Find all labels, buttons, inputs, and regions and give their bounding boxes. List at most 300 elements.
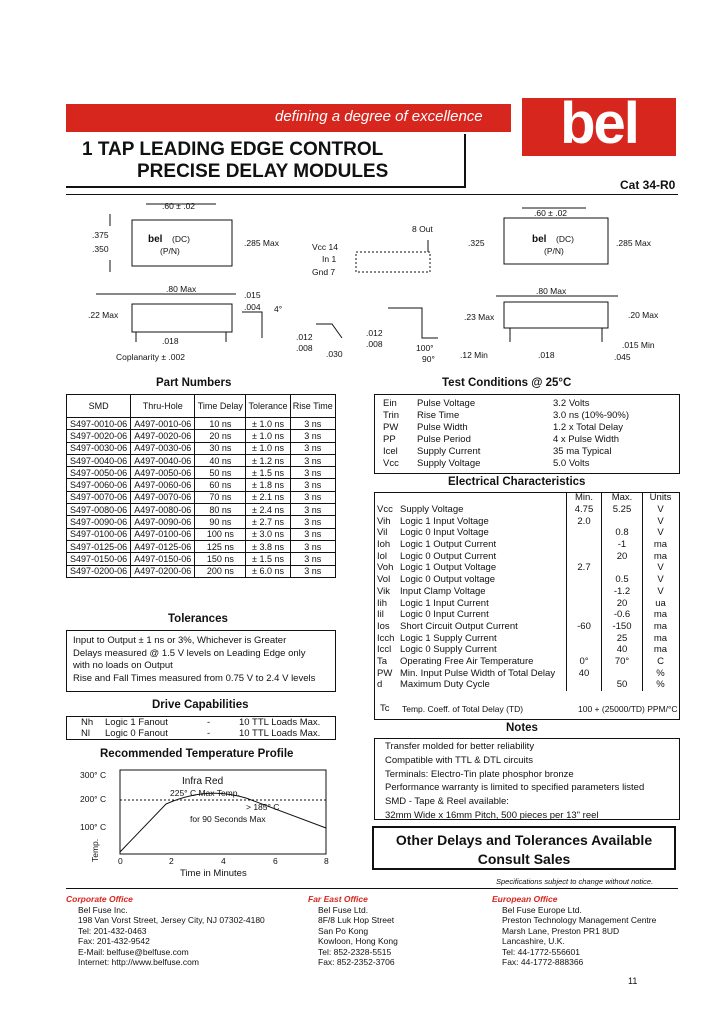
electrical-cell: -0.6 [602,609,643,621]
electrical-cell: ua [643,597,679,609]
electrical-cell: Maximum Duty Cycle [400,679,490,691]
test-condition-cell: Trin [383,409,400,421]
drive-value: 10 TTL Loads Max. [239,728,321,739]
y-tick-300: 300° C [80,770,107,780]
y-axis-label: Temp. [90,838,100,862]
footer-corporate [66,894,286,968]
part-cell: 80 ns [195,504,246,516]
drive-dash: - [207,717,211,728]
part-cell: 3 ns [290,553,335,565]
lead-profile-1 [242,312,262,338]
electrical-cell: Iih [377,597,388,609]
electrical-cell: Logic 0 Output Current [400,550,497,562]
electrical-cell [567,539,602,551]
corporate-line: 198 Van Vorst Street, Jersey City, NJ 07302-4180 [78,915,265,925]
sch-gnd: Gnd 7 [312,267,336,277]
other-line-2: Consult Sales [477,851,571,867]
right-width-dim: .60 ± .02 [534,208,568,218]
right-h1: .325 [468,238,485,248]
electrical-row [374,597,678,609]
dim-008a: .008 [296,343,313,353]
note-line: Terminals: Electro-Tin plate phosphor bronze [385,768,574,780]
part-cell: ± 2.1 ns [246,491,290,503]
part-cell: 3 ns [290,454,335,466]
left-dc: (DC) [172,234,190,244]
part-cell: 40 ns [195,454,246,466]
other-line-1: Other Delays and Tolerances Available [395,832,653,848]
electrical-cell: Logic 1 Input Current [400,597,489,609]
electrical-cell: V [643,562,679,574]
electrical-cell [567,586,602,598]
part-row [67,553,336,565]
part-row [67,430,336,442]
electrical-cell: Ta [377,655,388,667]
electrical-cell: Ios [377,620,390,632]
col-rise-time: Rise Time [290,395,335,418]
drive-box [66,716,336,740]
electrical-cell: Iccl [377,644,392,656]
right-pitch: .018 [538,350,555,360]
test-condition-row [383,457,629,469]
electrical-cell: V [643,574,679,586]
part-cell: ± 1.2 ns [246,454,290,466]
col-thru-hole: Thru-Hole [131,395,195,418]
part-row [67,528,336,540]
part-cell: A497-0200-06 [131,565,195,577]
test-condition-cell: Rise Time [417,409,460,421]
electrical-cell: Min. Input Pulse Width of Total Delay [400,667,556,679]
electrical-cell: -60 [567,621,602,633]
test-condition-cell: 1.2 x Total Delay [553,421,624,433]
part-cell: S497-0040-06 [67,454,131,466]
test-condition-cell: Pulse Voltage [417,397,476,409]
annotation-185: > 185° C [246,802,280,812]
tc-description: Temp. Coeff. of Total Delay (TD) [402,704,524,714]
note-line: Performance warranty is limited to specified parameters listed [385,782,645,794]
fareast-line: Fax: 852-2352-3706 [318,957,395,967]
drive-sym: Nl [81,728,90,739]
electrical-cell: V [643,586,679,598]
part-cell: A497-0030-06 [131,442,195,454]
title-line-2: PRECISE DELAY MODULES [137,161,389,182]
corporate-line: Fax: 201-432-9542 [78,936,150,946]
electrical-cell [602,667,643,679]
part-cell: ± 1.8 ns [246,479,290,491]
col-tolerance: Tolerance [246,395,290,418]
test-condition-cell: 3.0 ns (10%-90%) [553,409,630,421]
tolerances-title: Tolerances [168,613,228,625]
electrical-cell [567,527,602,539]
test-condition-row [383,409,629,421]
electrical-cell: -1.2 [602,586,643,598]
fareast-line: Tel: 852-2328-5515 [318,946,392,957]
part-cell: ± 2.4 ns [246,504,290,516]
fareast-line: Bel Fuse Ltd. [318,904,369,915]
electrical-row [374,679,678,691]
part-cell: ± 1.5 ns [246,553,290,565]
lead-profile-2 [316,324,342,338]
test-conditions-table [383,397,629,469]
right-min-h: .12 Min [460,350,488,360]
left-h1: .375 [92,230,109,240]
part-cell: S497-0010-06 [67,418,131,430]
part-row [67,540,336,552]
part-cell: S497-0030-06 [67,442,131,454]
electrical-cell: ma [643,632,679,644]
electrical-cell [567,550,602,562]
drive-dash: - [207,728,211,739]
electrical-cell: Logic 1 Input Voltage [400,515,489,527]
test-condition-row [383,421,629,433]
european-line: Tel: 44-1772-556601 [502,946,580,957]
sch-vcc: Vcc 14 [312,242,338,252]
series-label: Infra Red [182,776,224,787]
test-condition-cell: 3.2 Volts [553,397,590,409]
left-body-side-view [132,304,232,332]
footer-fareast [308,894,458,968]
left-pn: (P/N) [160,246,180,256]
electrical-cell [567,632,602,644]
notes-box [374,738,680,820]
part-cell: A497-0010-06 [131,418,195,430]
right-body-side-view [504,302,608,328]
electrical-cell: V [643,527,679,539]
electrical-cell: Iil [377,609,384,621]
part-cell: A497-0150-06 [131,553,195,565]
right-dc: (DC) [556,234,574,244]
part-row [67,491,336,503]
note-line: Compatible with TTL & DTL circuits [385,754,533,766]
part-cell: ± 3.8 ns [246,540,290,552]
part-cell: ± 1.0 ns [246,430,290,442]
test-condition-cell: Ein [383,397,397,409]
left-length-max: .80 Max [166,284,197,294]
part-cell: 3 ns [290,467,335,479]
electrical-cell: 40 [602,644,643,656]
part-cell: 3 ns [290,504,335,516]
part-cell: 3 ns [290,516,335,528]
footer-rule [66,888,678,889]
tolerance-line: Rise and Fall Times measured from 0.75 V to 2.4 V levels [73,672,316,684]
european-line: Fax: 44-1772-888366 [502,957,584,967]
test-condition-cell: Vcc [383,457,399,469]
electrical-cell: Icch [377,632,395,644]
electrical-cell: Short Circuit Output Current [400,620,518,632]
dim-012b: .012 [366,328,383,338]
part-cell: ± 6.0 ns [246,565,290,577]
electrical-row [374,586,678,598]
electrical-table [374,492,678,691]
fareast-line: San Po Kong [318,925,369,936]
electrical-cell: 20 [602,597,643,609]
test-conditions-title: Test Conditions @ 25°C [442,377,572,389]
part-cell: A497-0090-06 [131,516,195,528]
electrical-cell: Logic 0 Supply Current [400,644,497,656]
electrical-cell: ma [643,621,679,633]
part-row [67,454,336,466]
left-width-dim: .60 ± .02 [162,201,196,211]
page-number: 11 [628,976,638,986]
electrical-cell [602,562,643,574]
electrical-cell: Vih [377,515,391,527]
tagline: defining a degree of excellence [275,108,483,125]
electrical-cell: Voh [377,562,394,574]
electrical-cell: 0.8 [602,527,643,539]
tolerances-box [66,630,336,692]
part-row [67,467,336,479]
electrical-row [374,562,678,574]
electrical-cell: -1 [602,539,643,551]
electrical-cell: 4.75 [567,504,602,516]
note-line: SMD - Tape & Reel available: [385,796,509,808]
x-tick-6: 6 [273,856,278,866]
left-height-max: .285 Max [244,238,279,248]
part-cell: ± 1.5 ns [246,467,290,479]
electrical-row [374,621,678,633]
sch-out: 8 Out [412,224,433,234]
right-045: .045 [614,352,631,362]
electrical-cell [567,597,602,609]
part-cell: S497-0080-06 [67,504,131,516]
electrical-row [374,656,678,668]
electrical-row [374,574,678,586]
notes-title: Notes [506,722,538,734]
electrical-cell: Vcc [377,504,393,516]
european-line: Preston Technology Management Centre [502,915,657,925]
part-cell: 3 ns [290,528,335,540]
right-pin-h: .23 Max [464,312,495,322]
electrical-cell: Logic 0 Output voltage [400,574,496,586]
part-cell: 200 ns [195,565,246,577]
note-line: Transfer molded for better reliability [385,741,535,752]
left-h2: .350 [92,244,109,254]
test-condition-cell: Supply Voltage [417,457,481,469]
electrical-row [374,667,678,679]
part-cell: 10 ns [195,418,246,430]
right-brand: bel [532,234,547,245]
right-length-max: .80 Max [536,286,567,296]
test-condition-cell: 5.0 Volts [553,457,590,469]
mechanical-drawing [66,196,678,374]
european-line: Marsh Lane, Preston PR1 8UD [502,925,620,936]
fareast-line: 8F/8 Luk Hop Street [318,915,395,925]
electrical-cell: % [643,679,679,691]
dim-012a: .012 [296,332,313,342]
part-cell: A497-0125-06 [131,540,195,552]
drive-title: Drive Capabilities [152,699,249,711]
european-line: Bel Fuse Europe Ltd. [502,904,582,915]
fareast-heading: Far East Office [308,894,368,904]
ec-header-max: Max. [602,492,643,504]
electrical-cell: ma [643,644,679,656]
part-cell: A497-0100-06 [131,528,195,540]
part-cell: S497-0090-06 [67,516,131,528]
drive-value: 10 TTL Loads Max. [239,717,321,728]
drive-desc: Logic 0 Fanout [105,728,168,739]
x-axis-label: Time in Minutes [180,868,247,879]
electrical-cell: % [643,667,679,679]
electrical-cell: V [643,515,679,527]
sch-in: In 1 [322,254,337,264]
corporate-line: Tel: 201-432-0463 [78,925,147,936]
part-cell: 3 ns [290,442,335,454]
part-cell: 3 ns [290,565,335,577]
part-cell: A497-0040-06 [131,454,195,466]
x-tick-8: 8 [324,856,329,866]
lead-profile-3 [388,308,438,338]
ec-header-units: Units [643,492,679,504]
tolerance-line: Delays measured @ 1.5 V levels on Leading Edge only [73,647,306,659]
right-pin-h2: .20 Max [628,310,659,320]
test-condition-cell: Pulse Period [417,433,471,445]
electrical-cell: Logic 1 Supply Current [400,632,497,644]
note-line: 32mm Wide x 16mm Pitch, 500 pieces per 13" reel [385,809,599,821]
electrical-cell [567,644,602,656]
electrical-cell: Operating Free Air Temperature [400,655,534,667]
part-cell: ± 2.7 ns [246,516,290,528]
electrical-cell: 0° [567,656,602,668]
test-condition-cell: Icel [383,445,398,457]
dim-004: .004 [244,302,261,312]
electrical-cell: Logic 1 Output Current [400,539,497,551]
part-row [67,442,336,454]
part-numbers-table [66,394,336,578]
part-cell: 3 ns [290,418,335,430]
profile-title: Recommended Temperature Profile [100,748,294,760]
electrical-cell: 0.5 [602,574,643,586]
tolerance-line: Input to Output ± 1 ns or 3%, Whichever is Greater [73,635,287,646]
test-condition-cell: PW [383,421,399,433]
electrical-cell: 40 [567,667,602,679]
part-cell: A497-0080-06 [131,504,195,516]
electrical-cell: 2.7 [567,562,602,574]
fareast-line: Kowloon, Hong Kong [318,936,398,946]
electrical-cell: ma [643,609,679,621]
electrical-cell: -150 [602,621,643,633]
part-cell: ± 1.0 ns [246,442,290,454]
part-cell: S497-0100-06 [67,528,131,540]
other-delays-box [372,826,676,870]
part-cell: ± 1.0 ns [246,418,290,430]
electrical-cell: PW [377,667,393,679]
col-smd: SMD [67,395,131,418]
left-coplanarity: Coplanarity ± .002 [116,352,185,362]
x-tick-2: 2 [169,856,174,866]
part-cell: ± 3.0 ns [246,528,290,540]
electrical-cell: Logic 0 Input Current [400,609,489,621]
test-condition-cell: 35 ma Typical [553,445,612,457]
left-pitch: .018 [162,336,179,346]
part-row [67,479,336,491]
corporate-line: Bel Fuse Inc. [78,904,128,915]
deg-100: 100° [416,343,434,353]
corporate-email[interactable]: E-Mail: belfuse@belfuse.com [78,946,189,957]
electrical-cell: V [643,504,679,516]
test-condition-row [383,433,629,445]
part-cell: 70 ns [195,491,246,503]
electrical-row [374,527,678,539]
corporate-website[interactable]: Internet: http://www.belfuse.com [78,957,199,967]
electrical-cell [567,574,602,586]
part-row [67,516,336,528]
right-height-max: .285 Max [616,238,651,248]
right-pn: (P/N) [544,246,564,256]
deg-90: 90° [422,354,435,364]
part-cell: 3 ns [290,479,335,491]
electrical-cell: 5.25 [602,504,643,516]
electrical-cell: 25 [602,632,643,644]
part-row [67,418,336,430]
test-condition-cell: 4 x Pulse Width [553,433,619,445]
electrical-cell: ma [643,550,679,562]
dim-015: .015 [244,290,261,300]
x-tick-4: 4 [221,856,226,866]
electrical-cell: d [377,679,383,691]
part-cell: S497-0200-06 [67,565,131,577]
electrical-row [374,550,678,562]
part-cell: 3 ns [290,430,335,442]
part-cell: 150 ns [195,553,246,565]
electrical-cell: Vol [377,574,391,586]
part-cell: S497-0125-06 [67,540,131,552]
y-tick-200: 200° C [80,794,107,804]
electrical-cell: Input Clamp Voltage [400,585,486,597]
annotation-max-temp: 225° C Max Temp. [170,788,240,798]
electrical-row [374,632,678,644]
footer-european [492,894,678,968]
part-row [67,565,336,577]
temperature-profile-chart [66,764,336,880]
electrical-row [374,504,678,516]
tolerance-line: with no loads on Output [73,660,173,671]
electrical-cell [602,515,643,527]
part-cell: 125 ns [195,540,246,552]
electrical-row [374,644,678,656]
electrical-cell [567,609,602,621]
electrical-cell: ma [643,539,679,551]
electrical-row [374,609,678,621]
dim-030: .030 [326,349,343,359]
european-heading: European Office [492,894,558,904]
col-time-delay: Time Delay [195,395,246,418]
part-cell: 100 ns [195,528,246,540]
test-conditions-box [374,394,680,474]
part-cell: 30 ns [195,442,246,454]
part-cell: S497-0020-06 [67,430,131,442]
electrical-title: Electrical Characteristics [448,476,586,488]
corporate-heading: Corporate Office [66,894,133,904]
electrical-cell: Vil [377,527,388,539]
tc-value: 100 + (25000/TD) PPM/°C [578,704,678,714]
test-condition-row [383,445,629,457]
drive-sym: Nh [81,717,94,728]
part-cell: A497-0060-06 [131,479,195,491]
left-brand: bel [148,234,163,245]
part-cell: 50 ns [195,467,246,479]
left-pin-h: .22 Max [88,310,119,320]
catalog-number: Cat 34-R0 [620,178,676,192]
drawing-top-rule [66,194,678,195]
test-condition-cell: Pulse Width [417,421,468,433]
part-cell: 20 ns [195,430,246,442]
electrical-cell: Logic 0 Input Voltage [400,527,489,539]
part-cell: A497-0050-06 [131,467,195,479]
electrical-cell: Supply Voltage [400,504,464,516]
x-tick-0: 0 [118,856,123,866]
electrical-cell: 20 [602,550,643,562]
schematic-box [356,252,430,272]
test-condition-row [383,397,629,409]
